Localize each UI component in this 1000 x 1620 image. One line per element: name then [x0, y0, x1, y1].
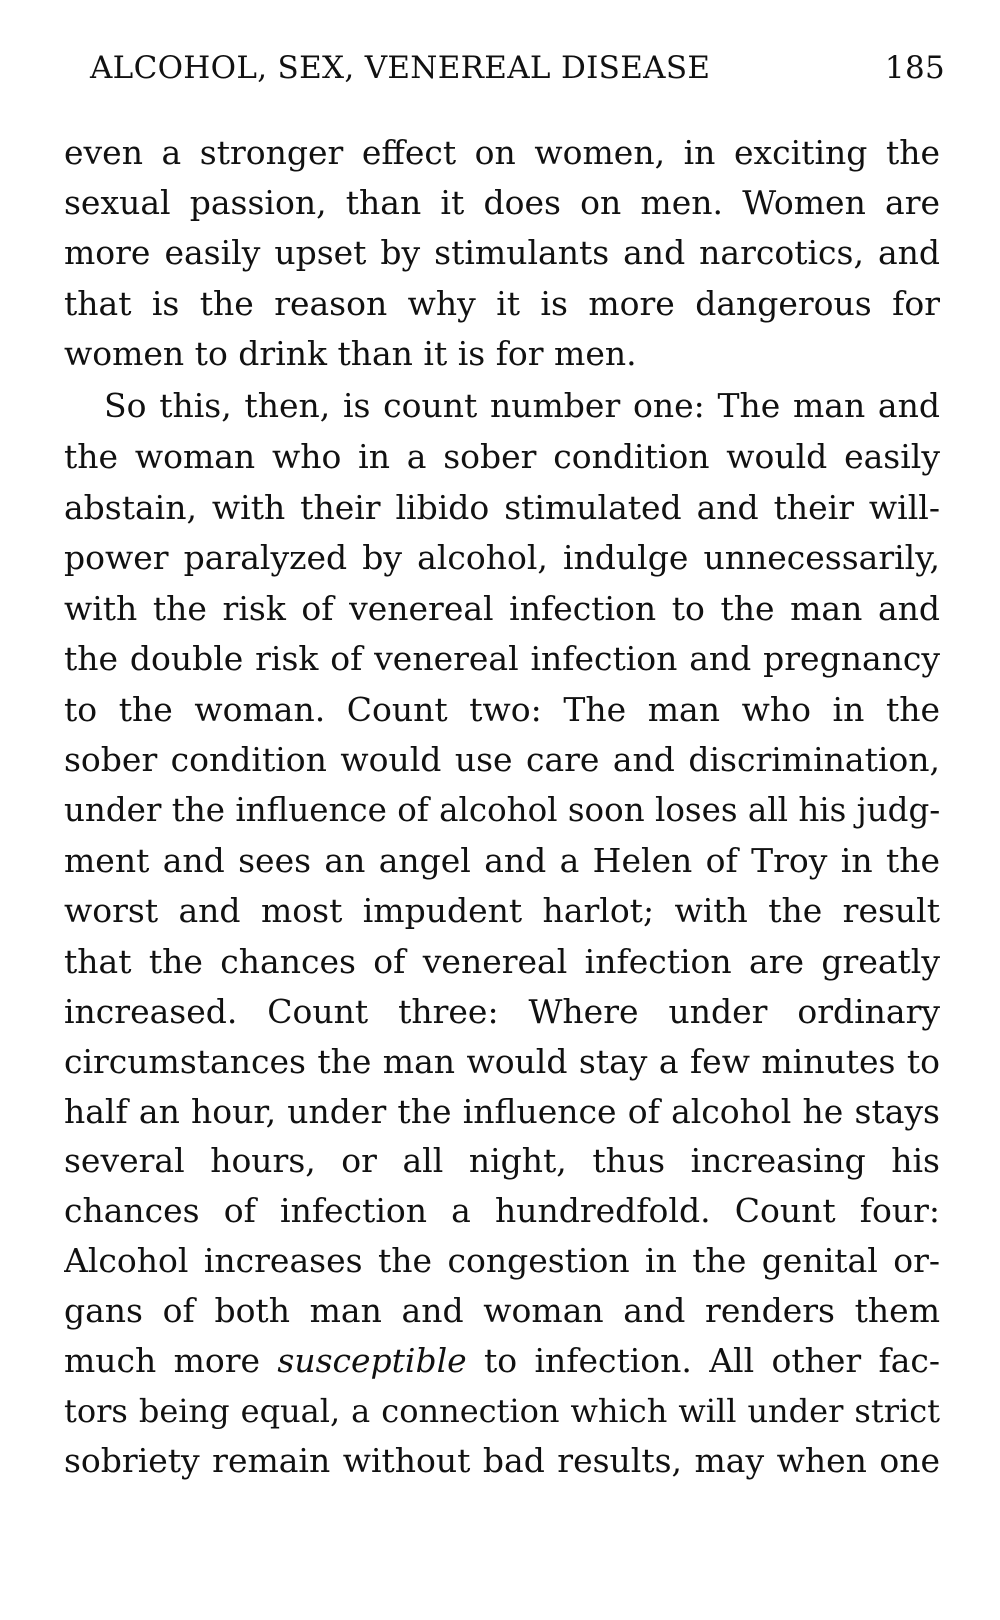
- text-line: sobriety remain without bad results, may when one: [64, 1441, 940, 1480]
- text-line: [64, 1336, 940, 1386]
- text-run: much more: [64, 1341, 278, 1380]
- text-line: worst and most impudent harlot; with the result: [64, 891, 940, 930]
- running-head: [90, 50, 945, 94]
- text-line: chances of infection a hundredfold. Count four:: [64, 1191, 940, 1230]
- text-line: tors being equal, a connection which will under strict: [64, 1392, 940, 1430]
- text-line: to the woman. Count two: The man who in the: [64, 690, 940, 729]
- text-line: gans of both man and woman and renders them: [64, 1291, 940, 1330]
- text-line: circumstances the man would stay a few minutes to: [64, 1042, 940, 1081]
- text-line: increased. Count three: Where under ordinary: [64, 992, 940, 1031]
- text-run: to infection. All other fac-: [466, 1341, 940, 1380]
- italic-word: susceptible: [277, 1341, 467, 1380]
- text-line: with the risk of venereal infection to the man and: [64, 589, 940, 628]
- text-line: sober condition would use care and discrimination,: [64, 740, 940, 779]
- text-line: So this, then, is count number one: The man and: [104, 386, 940, 425]
- text-line: even a stronger effect on women, in exciting the: [64, 133, 940, 172]
- text-line: half an hour, under the influence of alcohol he stays: [64, 1092, 940, 1131]
- text-line: under the influence of alcohol soon loses all his judg-: [64, 791, 940, 829]
- text-line: more easily upset by stimulants and narcotics, and: [64, 233, 940, 272]
- running-head-title: ALCOHOL, SEX, VENEREAL DISEASE: [90, 50, 711, 86]
- text-line: abstain, with their libido stimulated and their will-: [64, 488, 940, 527]
- text-line: several hours, or all night, thus increasing his: [64, 1141, 940, 1180]
- text-line: the woman who in a sober condition would easily: [64, 437, 940, 476]
- text-line: Alcohol increases the congestion in the genital or-: [64, 1241, 940, 1280]
- text-line: that is the reason why it is more dangerous for: [64, 284, 940, 323]
- text-line: that the chances of venereal infection are greatly: [64, 942, 940, 981]
- text-line: power paralyzed by alcohol, indulge unnecessarily,: [64, 538, 940, 577]
- page-number: 185: [884, 50, 945, 86]
- text-line: the double risk of venereal infection and pregnancy: [64, 639, 940, 678]
- text-line: women to drink than it is for men.: [64, 334, 637, 373]
- text-line: ment and sees an angel and a Helen of Troy in the: [64, 841, 940, 880]
- text-line: sexual passion, than it does on men. Women are: [64, 183, 940, 222]
